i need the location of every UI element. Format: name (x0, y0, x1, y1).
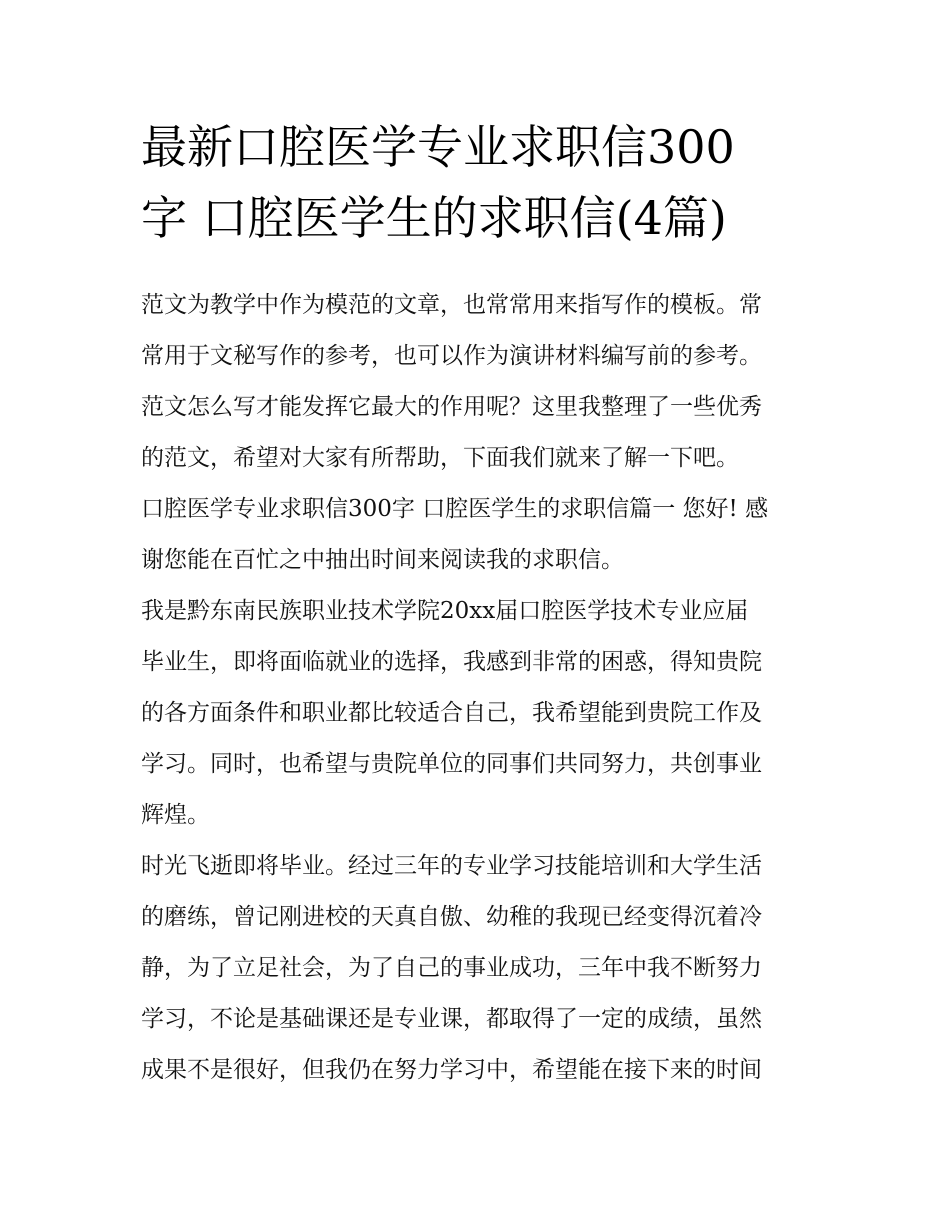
text-line: 的范文，希望对大家有所帮助，下面我们就来了解一下吧。 (141, 445, 739, 471)
text-line: 毕业生，即将面临就业的选择，我感到非常的困惑，得知贵院 (141, 649, 762, 675)
text-line: 成果不是很好，但我仍在努力学习中，希望能在接下来的时间 (141, 1057, 762, 1083)
text-line: 我是黔东南民族职业技术学院20xx届口腔医学技术专业应届 (141, 598, 749, 624)
document-title (141, 112, 809, 254)
title-line-1: 最新口腔医学专业求职信300 (141, 120, 735, 174)
text-line: 常用于文秘写作的参考，也可以作为演讲材料编写前的参考。 (141, 343, 762, 369)
text-line: 范文为教学中作为模范的文章，也常常用来指写作的模板。常 (141, 292, 762, 318)
paragraph-greeting (141, 484, 809, 586)
text-line: 的磨练，曾记刚进校的天真自傲、幼稚的我现已经变得沉着冷 (141, 904, 762, 930)
document-body (141, 280, 809, 1096)
text-line: 静，为了立足社会，为了自己的事业成功，三年中我不断努力 (141, 955, 762, 981)
text-line: 范文怎么写才能发挥它最大的作用呢？这里我整理了一些优秀 (141, 394, 762, 420)
paragraph-study (141, 841, 809, 1096)
text-line: 口腔医学专业求职信300字 口腔医学生的求职信篇一 您好! 感 (141, 496, 769, 522)
text-line: 的各方面条件和职业都比较适合自己，我希望能到贵院工作及 (141, 700, 762, 726)
text-line: 谢您能在百忙之中抽出时间来阅读我的求职信。 (141, 547, 624, 573)
text-line: 学习，不论是基础课还是专业课，都取得了一定的成绩，虽然 (141, 1006, 762, 1032)
paragraph-self-intro (141, 586, 809, 841)
text-line: 辉煌。 (141, 802, 210, 828)
document-content (141, 112, 809, 1096)
text-line: 学习。同时，也希望与贵院单位的同事们共同努力，共创事业 (141, 751, 762, 777)
paragraph-intro (141, 280, 809, 484)
text-line: 时光飞逝即将毕业。经过三年的专业学习技能培训和大学生活 (141, 853, 762, 879)
title-line-2: 字 口腔医学生的求职信(4篇) (141, 191, 727, 245)
